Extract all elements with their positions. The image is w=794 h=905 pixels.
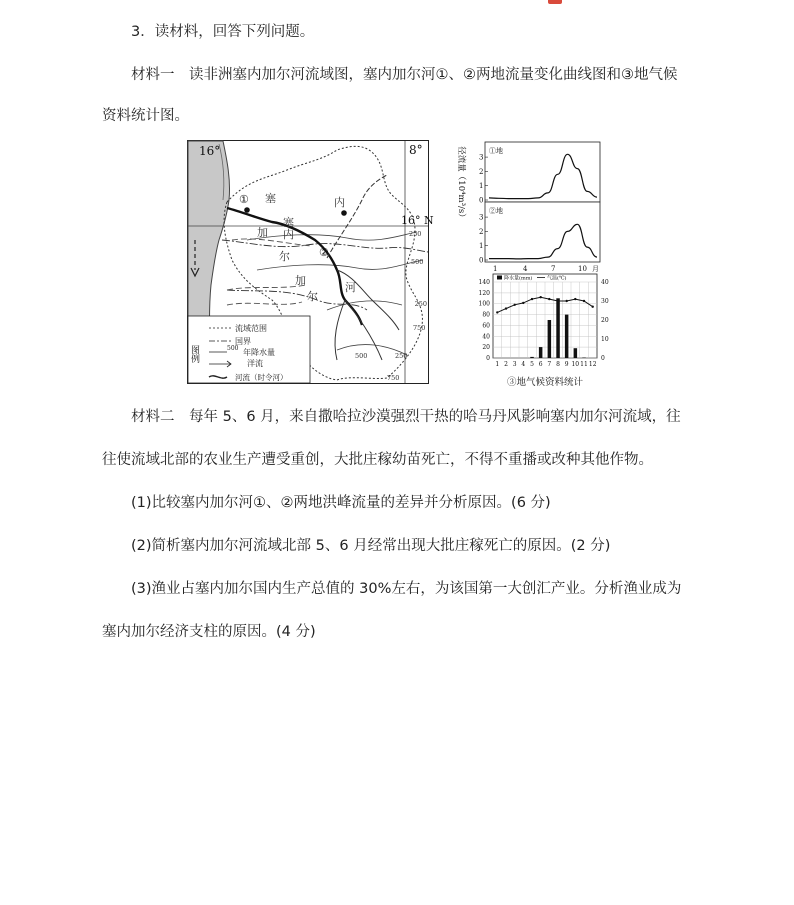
flow-y-tick-0-1: 2 [479,167,484,176]
climate-right-tick-20: 20 [601,317,609,324]
temp-point-4 [522,302,524,304]
question-number-line: 3．读材料，回答下列问题。 [131,24,315,40]
contour-label-1: 500 [411,258,424,266]
climate-right-ticks [601,279,609,362]
point-1-label: ① [239,193,249,206]
climate-month-tick-4: 4 [521,361,526,368]
climate-month-tick-6: 6 [538,361,543,368]
material1-line1: 材料一 读非洲塞内加尔河流域图，塞内加尔河①、②两地流量变化曲线图和③地气候 [131,67,678,83]
climate-left-tick-40: 40 [482,333,490,341]
question-3-line1: (3)渔业占塞内加尔国内生产总值的 30%左右，为该国第一大创汇产业。分析渔业成为 [131,581,682,597]
flow-y-tick-0-0: 3 [479,153,484,162]
temp-point-10 [574,298,576,300]
flow-x-unit: 月 [592,265,599,273]
climate-left-tick-20: 20 [482,344,490,352]
flow-x-tick-7: 7 [551,265,556,273]
flow-chart-ylabel: 径流量（10⁴m³/s） [456,146,466,222]
flow-y-tick-1-0: 3 [479,213,484,222]
legend-precip-swatch [497,276,502,280]
legend-item-river: 河流（时令河） [235,373,288,382]
climate-month-tick-10: 10 [571,361,580,368]
point-1-marker [244,207,250,213]
contour-label-4: 500 [355,352,368,360]
flow-x-tick-4: 4 [523,265,528,273]
climate-left-ticks [479,279,491,362]
climate-left-tick-60: 60 [482,322,490,330]
region-char-3: 尔 [279,250,290,263]
precip-bar-8 [556,298,560,358]
flow-x-tick-1: 1 [493,265,498,273]
precip-bar-6 [539,347,543,358]
material2-line1: 材料二 每年 5、6 月，来自撒哈拉沙漠强烈干热的哈马丹风影响塞内加尔河流域，往 [131,409,681,425]
climate-left-tick-100: 100 [478,300,490,308]
temp-point-5 [531,298,533,300]
climate-month-tick-11: 11 [580,361,588,368]
climate-month-tick-2: 2 [504,361,508,368]
climate-right-tick-40: 40 [601,279,609,286]
climate-left-tick-120: 120 [478,289,490,297]
figure [187,140,617,388]
temp-point-8 [557,300,559,302]
climate-chart-caption: ③地气候资料统计 [506,377,584,388]
climate-month-tick-9: 9 [564,361,569,368]
legend-precip-label: 降水量(mm) [504,275,533,282]
point-2-dot [341,210,347,216]
climate-month-tick-1: 1 [495,361,500,368]
point-2-label: ② [319,246,329,259]
river-char-2: 加 [295,274,306,287]
watermark-logo [548,0,562,4]
material2-line2: 往使流域北部的农业生产遭受重创，大批庄稼幼苗死亡，不得不重播或改种其他作物。 [102,452,653,468]
temp-point-7 [548,298,550,300]
temp-point-9 [566,300,568,302]
temp-point-2 [505,307,507,309]
climate-right-tick-0: 0 [601,355,605,362]
question-1: (1)比较塞内加尔河①、②两地洪峰流量的差异并分析原因。(6 分) [131,495,551,511]
temp-point-11 [583,300,585,302]
contour-label-3: 750 [413,324,426,332]
flow-y-tick-1-2: 1 [479,242,484,251]
legend-item-basin: 流域范围 [235,324,267,333]
material1-line2: 资料统计图。 [102,108,189,124]
precip-bar-9 [565,315,569,358]
contour-label-2: 250 [414,300,427,308]
flow-y-tick-1-1: 2 [479,227,484,236]
legend-item-precip: 年降水量 [243,348,275,357]
legend-temp-label: 气温(℃) [547,275,567,282]
region-char-1: 内 [334,196,345,209]
region-char-2: 加 [257,226,268,239]
temp-point-12 [592,306,594,308]
climate-month-tick-12: 12 [588,361,597,368]
climate-right-tick-10: 10 [601,336,609,343]
precip-bar-5 [530,357,534,358]
figure-svg [187,140,617,388]
river-char-0: 塞 [283,216,294,229]
region-char-0: 塞 [265,192,276,205]
legend-title-1: 图例 [189,345,199,363]
legend-contour-value: 500 [227,345,239,352]
climate-month-ticks [495,361,596,368]
climate-left-tick-140: 140 [478,279,490,286]
flow-panel-2-label: ②地 [489,207,503,215]
precip-bar-10 [574,348,578,358]
climate-month-tick-7: 7 [547,361,552,368]
question-2: (2)简析塞内加尔河流域北部 5、6 月经常出现大批庄稼死亡的原因。(2 分) [131,538,611,554]
climate-right-tick-30: 30 [601,298,609,305]
precip-bar-11 [582,358,586,359]
flow-panel-1-label: ①地 [489,147,503,155]
contour-label-0: 250 [409,230,422,238]
climate-left-tick-80: 80 [482,311,490,319]
climate-left-tick-0: 0 [486,355,490,362]
basin-map [188,141,434,384]
map-legend [188,316,310,383]
legend-item-border: 国界 [235,337,251,346]
lon-label-16: 16° [199,144,221,158]
flow-chart [456,142,600,273]
legend-item-current: 洋流 [247,359,263,368]
question-3-line2: 塞内加尔经济支柱的原因。(4 分) [102,624,316,640]
temp-point-3 [514,304,516,306]
flow-x-tick-10: 10 [578,265,587,273]
climate-month-tick-3: 3 [512,361,517,368]
temp-point-1 [496,311,498,313]
river-char-1: 内 [283,228,294,241]
climate-month-tick-5: 5 [530,361,534,368]
lat-label: 16° N [401,214,434,227]
lon-label-8: 8° [409,143,423,157]
contour-label-5: 250 [395,352,408,360]
climate-month-tick-8: 8 [556,361,560,368]
flow-y-tick-1-3: 0 [479,256,484,265]
flow-y-tick-0-2: 1 [479,182,484,191]
flow-y-tick-0-3: 0 [479,196,484,205]
river-char-3: 尔 [307,290,318,303]
river-char-4: 河 [345,281,356,294]
temp-point-6 [540,296,542,298]
precip-bar-7 [548,320,552,358]
climate-chart [479,274,609,388]
contour-label-6: 750 [387,374,400,382]
